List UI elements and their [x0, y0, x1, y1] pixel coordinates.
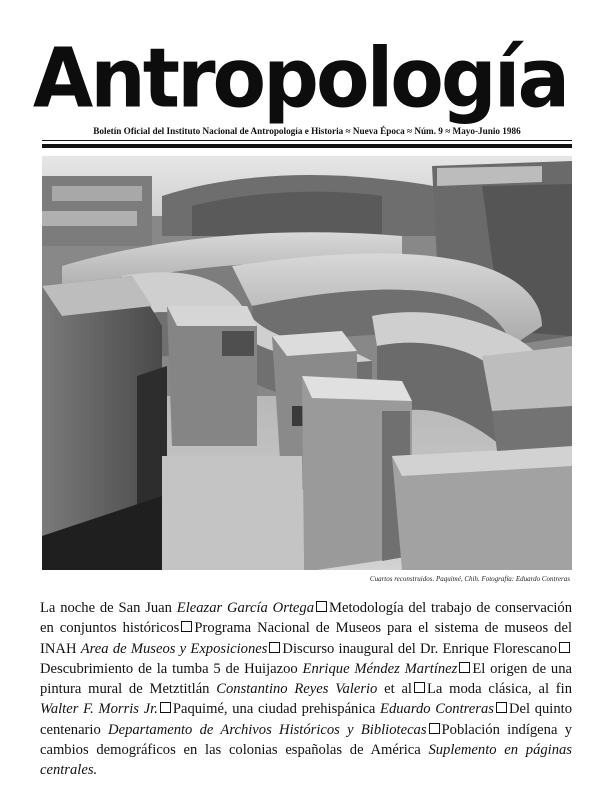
toc-author: Departamento de Archivos Históricos y Bibliotecas — [108, 721, 427, 738]
table-of-contents — [40, 598, 572, 781]
toc-title: La moda clásica, al fin — [426, 681, 572, 698]
toc-title: Del quinto centenario — [40, 701, 572, 738]
separator-square — [559, 642, 570, 653]
separator-square — [316, 601, 327, 612]
toc-author: Eleazar García Ortega — [176, 600, 314, 616]
cover-photo — [42, 156, 572, 570]
separator-square — [414, 682, 425, 693]
separator-square — [496, 702, 507, 713]
toc-title: Discurso inaugural del Dr. Enrique Florescano — [282, 640, 557, 657]
toc-author: Eduardo Contreras — [380, 701, 494, 718]
toc-author: Suplemento en páginas centrales. — [40, 742, 572, 779]
toc-title: et al — [377, 681, 412, 698]
toc-author: Constantino Reyes Valerio — [216, 681, 378, 698]
toc-title: Programa Nacional de Museos para el sistema de museos del INAH — [40, 620, 572, 657]
masthead-title: Antropología — [32, 31, 568, 127]
separator-square — [160, 702, 171, 713]
separator-square — [429, 723, 440, 734]
separator-square — [181, 621, 192, 632]
masthead-rule-thin — [42, 140, 572, 141]
toc-title: Descubrimiento de la tumba 5 de Huijazoo — [40, 660, 303, 677]
masthead-rule-thick — [42, 144, 572, 148]
toc-title: El origen de una pintura mural de Metztitlán — [40, 660, 572, 698]
toc-author: Walter F. Morris Jr. — [40, 701, 158, 718]
toc-author: Enrique Méndez Martínez — [302, 660, 458, 677]
separator-square — [459, 662, 470, 673]
photo-caption: Cuartos reconstruidos. Paquimé, Chih. Fotografía: Eduardo Contreras — [369, 575, 570, 583]
masthead-subtitle: Boletín Oficial del Instituto Nacional de Antropología e Historia ≈ Nueva Época ≈ Núm. 9 ≈ Mayo-Junio 1986 — [93, 126, 521, 136]
toc-title: Paquimé, una ciudad prehispánica — [172, 701, 381, 718]
separator-square — [269, 642, 280, 653]
toc-author: Area de Museos y Exposiciones — [80, 640, 268, 657]
toc-title: Metodología del trabajo de conservación en conjuntos históricos — [40, 600, 572, 637]
toc-title: La noche de San Juan — [40, 600, 177, 616]
toc-title: Población indígena y cambios demográficos en las colonias españolas de América — [40, 721, 572, 759]
